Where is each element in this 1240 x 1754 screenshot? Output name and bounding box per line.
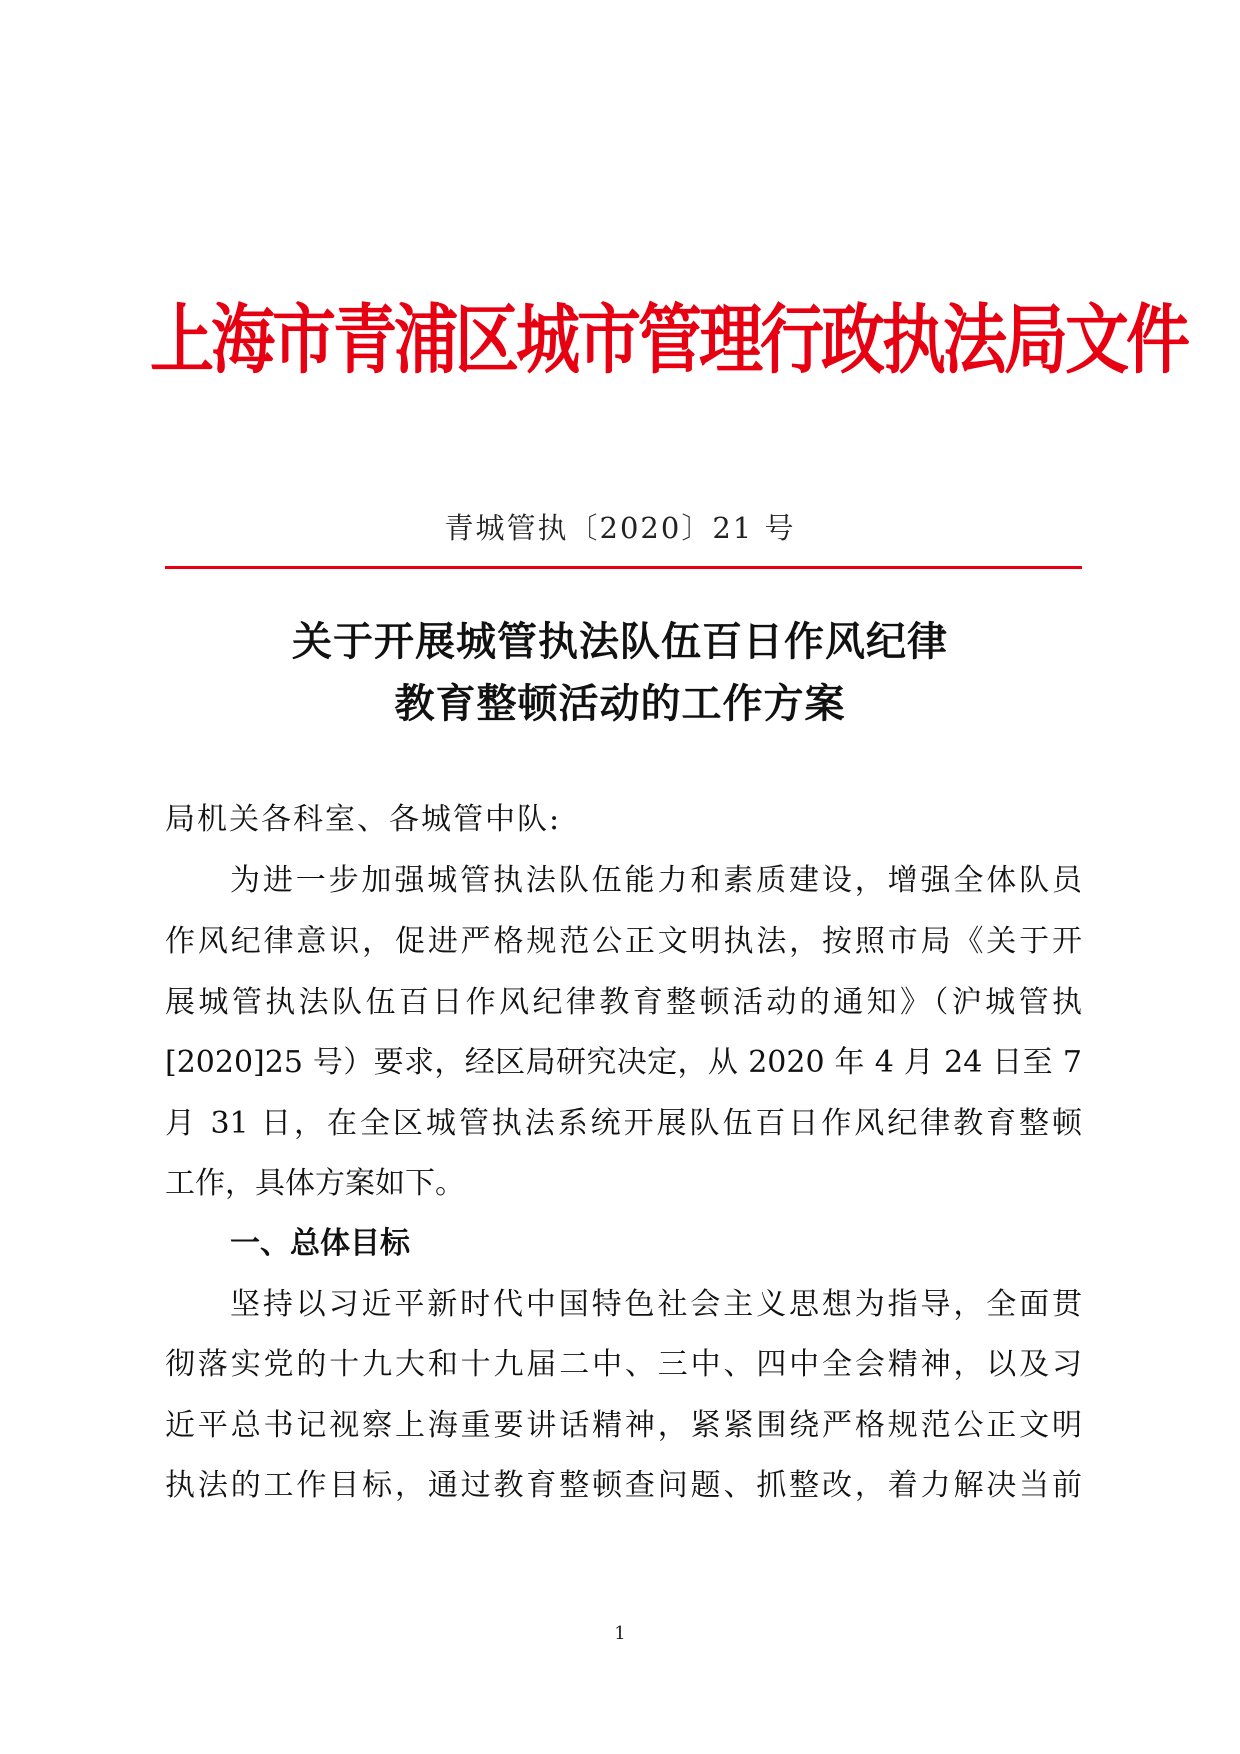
- paragraph-1-line-1: 为进一步加强城管执法队伍能力和素质建设，增强全体队员: [230, 863, 1082, 898]
- document-title-line-2: 教育整顿活动的工作方案: [394, 681, 846, 727]
- organization-title: 上海市青浦区城市管理行政执法局文件: [150, 296, 1187, 385]
- paragraph-1-line-4: [2020]25 号）要求，经区局研究决定，从 2020 年 4 月 24 日至 7: [165, 1045, 1082, 1080]
- paragraph-1-line-2: 作风纪律意识，促进严格规范公正文明执法，按照市局《关于开: [165, 924, 1082, 959]
- paragraph-1-line-3: 展城管执法队伍百日作风纪律教育整顿活动的通知》（沪城管执: [165, 985, 1082, 1020]
- paragraph-1-line-6: 工作，具体方案如下。: [165, 1166, 465, 1201]
- paragraph-2-line-3: 近平总书记视察上海重要讲话精神，紧紧围绕严格规范公正文明: [165, 1408, 1082, 1443]
- red-divider-line: [165, 566, 1082, 569]
- salutation: 局机关各科室、各城管中队:: [165, 802, 562, 837]
- paragraph-1-line-5: 月 31 日，在全区城管执法系统开展队伍百日作风纪律教育整顿: [165, 1106, 1082, 1141]
- page-number: 1: [614, 1623, 626, 1644]
- section-heading-overall-goal: 一、总体目标: [230, 1226, 410, 1261]
- paragraph-2-line-1: 坚持以习近平新时代中国特色社会主义思想为指导，全面贯: [230, 1287, 1082, 1322]
- paragraph-2-line-4: 执法的工作目标，通过教育整顿查问题、抓整改，着力解决当前: [165, 1468, 1082, 1503]
- document-title-line-1: 关于开展城管执法队伍百日作风纪律: [292, 619, 948, 665]
- paragraph-2-line-2: 彻落实党的十九大和十九届二中、三中、四中全会精神，以及习: [165, 1347, 1082, 1382]
- document-number: 青城管执〔2020〕21 号: [444, 511, 796, 545]
